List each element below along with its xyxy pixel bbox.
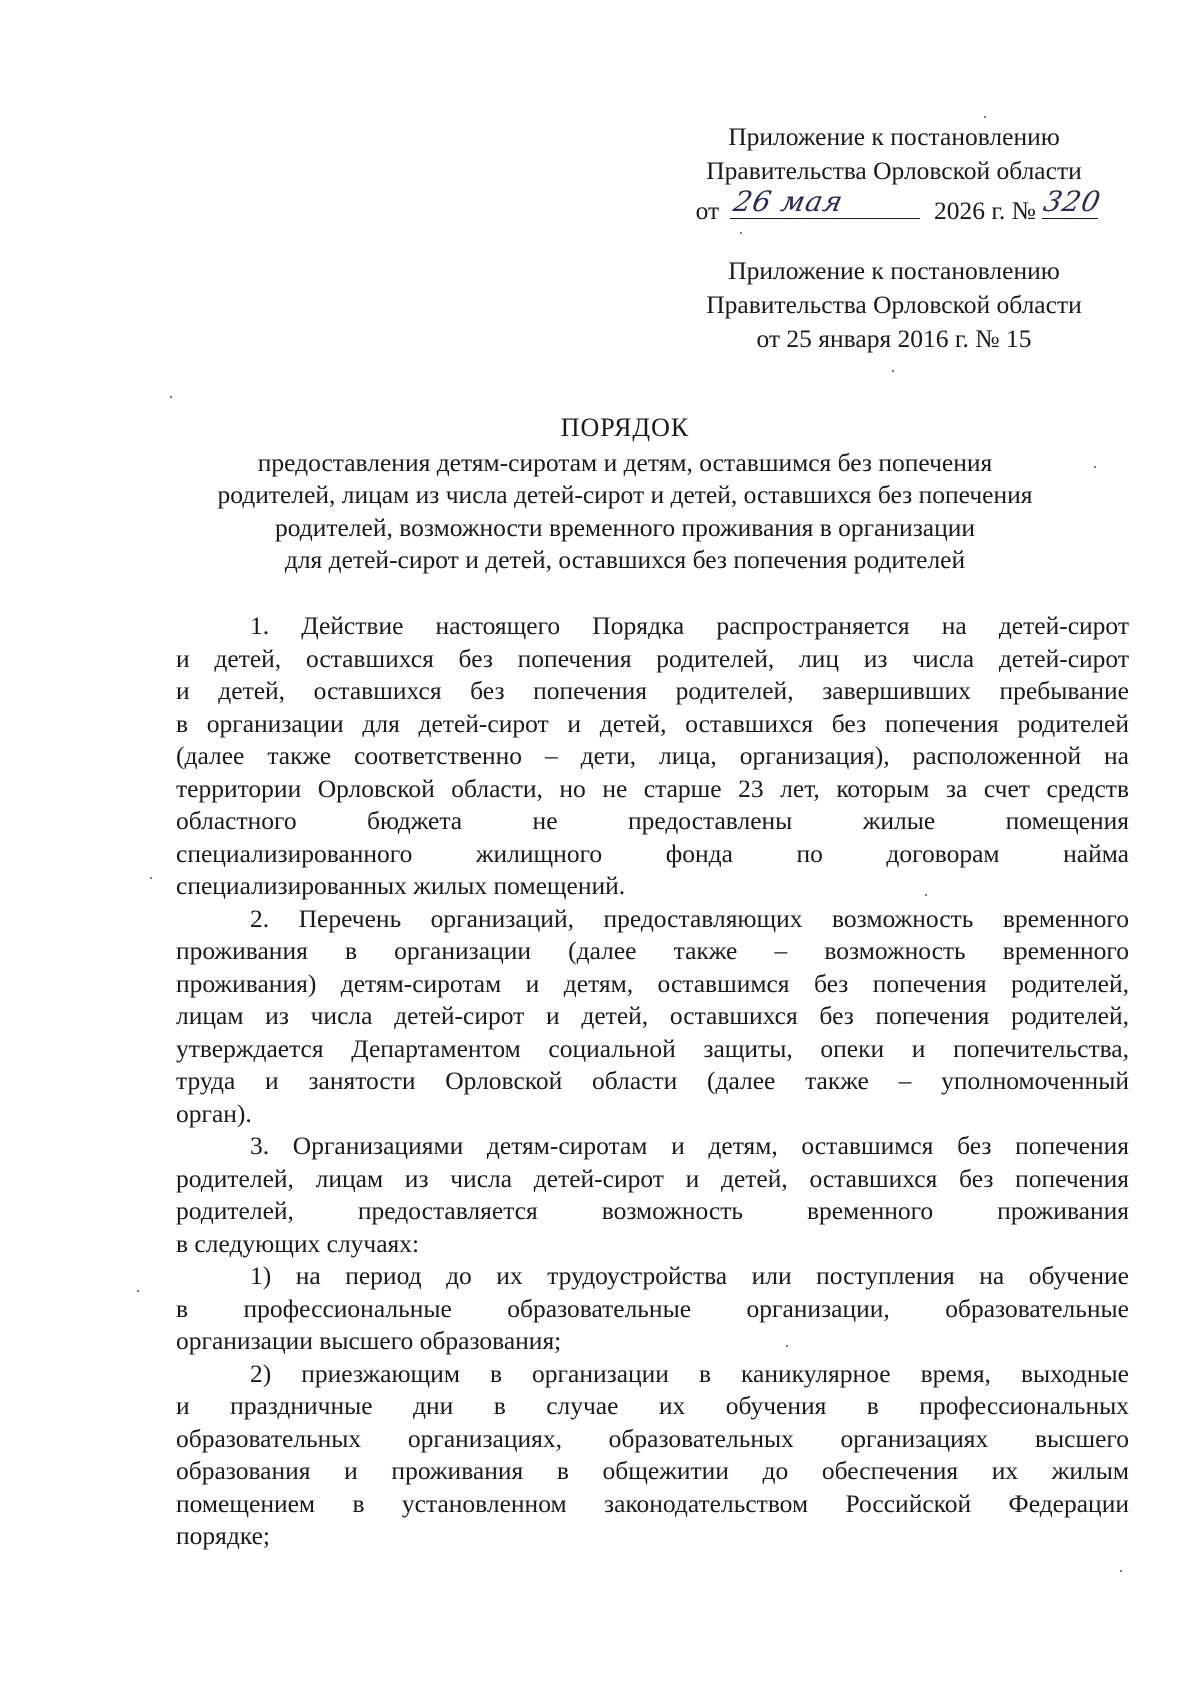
document-title-block [170,412,1080,577]
body-line: 2. Перечень организаций, предоставляющих возможность временного [250,903,1129,933]
body-line: в следующих случаях: [176,1228,420,1258]
body-line: утверждается Департаментом социальной защиты, опеки и попечительства, [176,1033,1129,1063]
appendix-header-new [684,120,1104,228]
scan-speck [1120,1570,1122,1572]
body-line: специализированных жилых помещений. [176,871,626,900]
body-line: и детей, оставшихся без попечения родителей, лиц из числа детей-сирот [176,643,1129,673]
scan-speck [137,1290,139,1292]
appendix-old-line1: Приложение к постановлению [728,256,1060,285]
body-line: и детей, оставшихся без попечения родителей, завершивших пребывание [176,676,1129,705]
body-line: 3. Организациями детям-сиротам и детям, оставшимся без попечения [250,1131,1129,1160]
scan-speck [925,894,927,896]
body-line: специализированного жилищного фонда по договорам найма [176,838,1129,868]
number-blank [1040,185,1105,219]
body-line: труда и занятости Орловской области (далее также – уполномоченный [176,1066,1129,1095]
year-part: 2026 г. № [933,196,1036,225]
body-line: порядке; [176,1521,271,1550]
body-line: родителей, лицам из числа детей-сирот и детей, оставшихся без попечения [176,1163,1129,1193]
appendix-old-line3: от 25 января 2016 г. № 15 [756,324,1032,353]
body-line: 2) приезжающим в организации в каникулярное время, выходные [250,1358,1129,1388]
scan-speck [1094,466,1096,468]
body-line: лицам из числа детей-сирот и детей, оставшихся без попечения родителей, [176,1001,1129,1030]
date-prefix: от [695,196,720,225]
handwritten-number: 320 [1040,185,1105,218]
scan-speck [150,877,152,879]
body-line: 1. Действие настоящего Порядка распространяется на детей-сирот [250,611,1129,640]
scan-speck [984,116,986,118]
document-body [176,610,1129,1553]
body-line: организации высшего образования; [176,1326,562,1355]
appendix-header-old [684,254,1104,356]
title-subtitle-line: для детей-сирот и детей, оставшихся без попечения родителей [284,545,966,574]
appendix-new-line2: Правительства Орловской области [706,156,1082,185]
body-line: проживания) детям-сиротам и детям, оставшимся без попечения родителей, [176,968,1129,998]
appendix-new-date-line [684,185,1105,228]
body-line: в профессиональные образовательные организации, образовательные [176,1293,1129,1323]
body-line: помещением в установленном законодательством Российской Федерации [176,1488,1129,1518]
scan-speck [892,370,894,372]
body-line: родителей, предоставляется возможность временного проживания [176,1196,1129,1225]
title-subtitle-line: родителей, лицам из числа детей-сирот и детей, оставшихся без попечения [217,480,1033,509]
body-line: 1) на период до их трудоустройства или поступления на обучение [250,1261,1129,1290]
title-subtitle-line: предоставления детям-сиротам и детям, оставшимся без попечения [257,447,993,477]
scan-speck [786,1345,788,1347]
body-line: (далее также соответственно – дети, лица, организация), расположенной на [176,741,1129,770]
scan-speck [170,396,172,398]
body-line: территории Орловской области, но не старше 23 лет, которым за счет средств [176,773,1129,803]
document-title: ПОРЯДОК [560,413,690,442]
body-line: образования и проживания в общежитии до обеспечения их жилым [176,1456,1129,1485]
appendix-new-line1: Приложение к постановлению [728,122,1060,151]
body-line: образовательных организациях, образовательных организациях высшего [176,1423,1129,1453]
title-subtitle-line: родителей, возможности временного проживания в организации [274,512,976,542]
handwritten-date: 26 мая [730,185,847,218]
body-line: и праздничные дни в случае их обучения в профессиональных [176,1391,1129,1420]
scan-speck [740,232,742,234]
date-blank [730,185,920,219]
body-line: орган). [176,1098,252,1128]
body-line: областного бюджета не предоставлены жилые помещения [176,806,1129,835]
body-line: в организации для детей-сирот и детей, оставшихся без попечения родителей [176,708,1129,738]
body-line: проживания в организации (далее также – возможность временного [176,936,1129,965]
appendix-old-line2: Правительства Орловской области [706,290,1082,319]
